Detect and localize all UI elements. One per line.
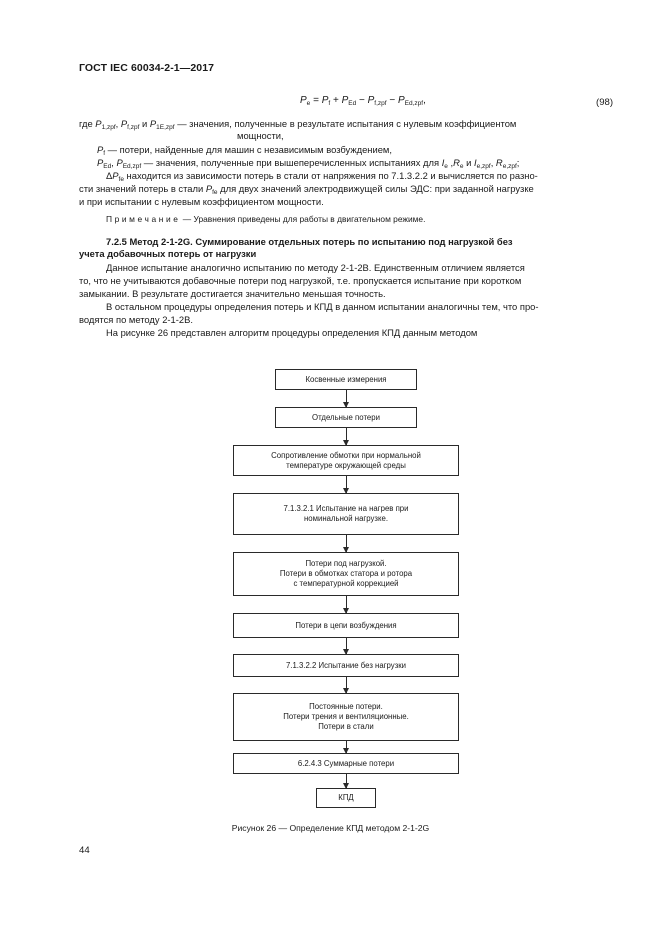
flow-arrow <box>346 596 347 613</box>
flow-step-indirect-measurements: Косвенные измерения <box>275 369 417 390</box>
flow-arrow <box>346 428 347 445</box>
paragraph-2-line2: водятся по методу 2-1-2B. <box>79 314 193 325</box>
equation-98: $P_e = P_f + P_{Ed} - P_{f,zpf} - P_{Ed,zpf}$, <box>300 95 426 107</box>
eq-term-2: + $P_{Ed}$ <box>332 95 357 107</box>
page-number: 44 <box>79 845 90 856</box>
flow-step-no-load-test: 7.1.3.2.2 Испытание без нагрузки <box>233 654 459 677</box>
flow-arrow <box>346 476 347 493</box>
definition-4-line3: и при испытании с нулевым коэффициентом мощности. <box>79 196 324 207</box>
flow-step-winding-resistance: Сопротивление обмотки при нормальной температуре окружающей среды <box>233 445 459 476</box>
document-header: ГОСТ IEC 60034-2-1—2017 <box>79 62 215 74</box>
flow-arrow <box>346 741 347 753</box>
section-heading-line1: 7.2.5 Метод 2-1-2G. Суммирование отдельных потерь по испытанию под нагрузкой без <box>106 236 513 247</box>
definition-1: где $P_{1,zpf}$, $P_{f,zpf}$ и $P_{1E,zpf}$ — значения, полученные в результате испытания с нулевым коэффициентом <box>79 118 517 131</box>
eq-term-1: = $P_f$ <box>313 95 331 107</box>
flow-step-heat-test: 7.1.3.2.1 Испытание на нагрев при номинальной нагрузке. <box>233 493 459 535</box>
definition-4-line2: сти значений потерь в стали $P_{fe}$ для двух значений электродвижущей силы ЭДС: при заданной нагрузке <box>79 183 534 196</box>
paragraph-1-line2: то, что не учитываются добавочные потери под нагрузкой, т.е. пропускается испытание при коротком <box>79 275 522 286</box>
definition-1-cont: мощности, <box>237 130 284 141</box>
flow-step-excitation-losses: Потери в цепи возбуждения <box>233 613 459 638</box>
note: Примечание — Уравнения приведены для работы в двигательном режиме. <box>106 214 426 224</box>
eq-term-3: − $P_{f,zpf}$ <box>359 95 387 107</box>
flow-arrow <box>346 774 347 788</box>
definition-4: $\Delta P_{fe}$ находится из зависимости потерь в стали от напряжения по 7.1.3.2.2 и вычисляется по разно- <box>106 170 538 183</box>
figure-caption: Рисунок 26 — Определение КПД методом 2-1-2G <box>231 823 430 833</box>
flow-step-efficiency: КПД <box>316 788 376 808</box>
paragraph-3: На рисунке 26 представлен алгоритм процедуры определения КПД данным методом <box>106 327 478 338</box>
flow-step-total-losses: 6.2.4.3 Суммарные потери <box>233 753 459 774</box>
flow-arrow <box>346 638 347 654</box>
definition-2: $P_f$ — потери, найденные для машин с независимым возбуждением, <box>97 144 392 157</box>
flow-step-constant-losses: Постоянные потери. Потери трения и вентиляционные. Потери в стали <box>233 693 459 741</box>
definition-3: $P_{Ed}$, $P_{Ed,zpf}$ — значения, полученные при вышеперечисленных испытаниях для $I_e$ $,R_e$ и $I_{e,zpf}$, $R_{e,zpf}$; <box>97 157 520 170</box>
paragraph-2-line1: В остальном процедуры определения потерь и КПД в данном испытании аналогичны тем, что про- <box>106 301 539 312</box>
flow-arrow <box>346 677 347 693</box>
paragraph-1-line3: замыкании. В результате достигается значительно меньшая точность. <box>79 288 386 299</box>
flow-step-separate-losses: Отдельные потери <box>275 407 417 428</box>
flow-arrow <box>346 535 347 552</box>
equation-number: (98) <box>596 97 614 108</box>
eq-term-4: − $P_{Ed,zpf}$ <box>389 95 424 107</box>
flow-arrow <box>346 390 347 407</box>
section-heading-line2: учета добавочных потерь от нагрузки <box>79 248 257 259</box>
flow-step-load-losses: Потери под нагрузкой. Потери в обмотках статора и ротора с температурной коррекцией <box>233 552 459 596</box>
paragraph-1-line1: Данное испытание аналогично испытанию по методу 2-1-2B. Единственным отличием является <box>106 262 525 273</box>
